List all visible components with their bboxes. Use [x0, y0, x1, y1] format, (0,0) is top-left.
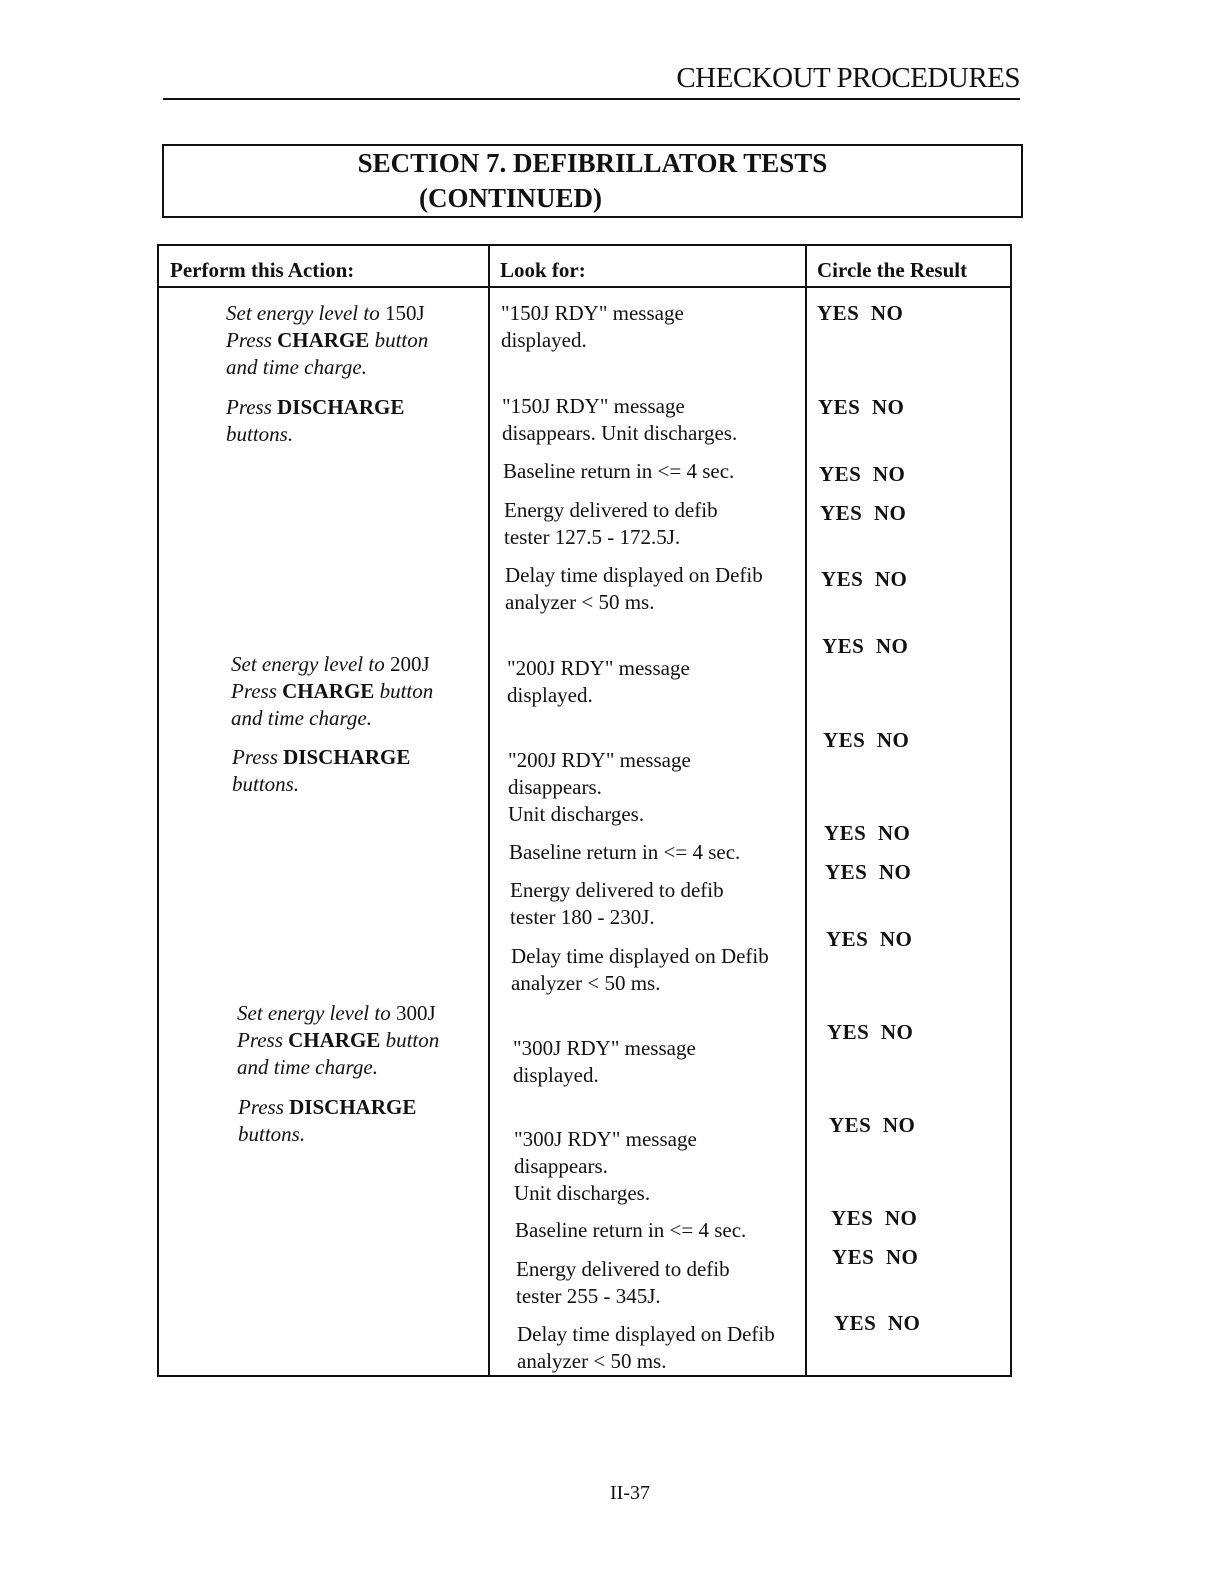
result-yes[interactable]: YES — [820, 501, 863, 525]
result-yes-no — [831, 1206, 917, 1231]
result-yes-no — [819, 462, 905, 487]
look-for-item: "300J RDY" message displayed. — [513, 1036, 696, 1087]
action-buttons: buttons. — [226, 422, 294, 446]
result-yes[interactable]: YES — [823, 728, 866, 752]
result-no[interactable]: NO — [870, 301, 904, 325]
result-yes-no — [827, 1020, 913, 1045]
result-yes-no — [825, 860, 911, 885]
result-yes-no — [829, 1113, 915, 1138]
action-time-charge: and time charge. — [226, 355, 367, 379]
column-header-result: Circle the Result — [817, 258, 968, 282]
result-yes[interactable]: YES — [825, 860, 868, 884]
result-yes-no — [823, 728, 909, 753]
look-for-item: Baseline return in <= 4 sec. — [503, 459, 735, 483]
look-for-item: Baseline return in <= 4 sec. — [515, 1218, 747, 1242]
result-yes[interactable]: YES — [826, 927, 869, 951]
action-item — [238, 1094, 416, 1148]
section-title: SECTION 7. DEFIBRILLATOR TESTS — [357, 148, 828, 178]
result-yes[interactable]: YES — [834, 1311, 877, 1335]
result-yes-no — [818, 395, 904, 420]
column-divider-1 — [488, 244, 490, 1377]
result-yes[interactable]: YES — [824, 821, 867, 845]
column-header-action: Perform this Action: — [170, 258, 355, 282]
look-for-item: Baseline return in <= 4 sec. — [509, 840, 741, 864]
result-no[interactable]: NO — [879, 927, 913, 951]
result-no[interactable]: NO — [877, 821, 911, 845]
result-yes[interactable]: YES — [827, 1020, 870, 1044]
page-header-title: CHECKOUT PROCEDURES — [676, 62, 1020, 94]
action-press-charge: Press CHARGE button — [226, 328, 429, 352]
action-press-charge: Press CHARGE button — [237, 1028, 440, 1052]
result-no[interactable]: NO — [872, 462, 906, 486]
result-no[interactable]: NO — [878, 860, 912, 884]
action-press-discharge: Press DISCHARGE — [232, 745, 411, 769]
look-for-item: Energy delivered to defib tester 127.5 - 172.5J. — [504, 498, 718, 549]
result-yes-no — [826, 927, 912, 952]
action-time-charge: and time charge. — [237, 1055, 378, 1079]
look-for-item: Energy delivered to defib tester 180 - 230J. — [510, 878, 724, 929]
result-yes-no — [834, 1311, 920, 1336]
look-for-item: "200J RDY" message displayed. — [507, 656, 690, 707]
result-yes-no — [817, 301, 903, 326]
action-buttons: buttons. — [238, 1122, 306, 1146]
result-no[interactable]: NO — [875, 634, 909, 658]
action-press-discharge: Press DISCHARGE — [226, 395, 405, 419]
result-yes-no — [824, 821, 910, 846]
look-for-item: "150J RDY" message disappears. Unit discharges. — [502, 394, 738, 445]
look-for-item: Delay time displayed on Defib analyzer < 50 ms. — [511, 944, 769, 995]
result-yes[interactable]: YES — [819, 462, 862, 486]
action-set-energy: Set energy level to 200J — [231, 652, 430, 676]
action-time-charge: and time charge. — [231, 706, 372, 730]
look-for-item: Delay time displayed on Defib analyzer < 50 ms. — [505, 563, 763, 614]
page-number: II-37 — [610, 1482, 650, 1504]
result-no[interactable]: NO — [880, 1020, 914, 1044]
result-no[interactable]: NO — [884, 1206, 918, 1230]
result-yes[interactable]: YES — [821, 567, 864, 591]
action-item — [232, 744, 410, 798]
section-subtitle: (CONTINUED) — [418, 183, 602, 213]
result-yes[interactable]: YES — [822, 634, 865, 658]
action-set-energy: Set energy level to 150J — [226, 301, 425, 325]
table-header-rule — [157, 286, 1012, 288]
look-for-item: Delay time displayed on Defib analyzer < 50 ms. — [517, 1322, 775, 1373]
action-press-charge: Press CHARGE button — [231, 679, 434, 703]
result-yes-no — [832, 1245, 918, 1270]
result-no[interactable]: NO — [874, 567, 908, 591]
result-yes-no — [822, 634, 908, 659]
result-no[interactable]: NO — [873, 501, 907, 525]
result-yes[interactable]: YES — [831, 1206, 874, 1230]
result-no[interactable]: NO — [885, 1245, 919, 1269]
action-set-energy: Set energy level to 300J — [237, 1001, 436, 1025]
result-yes[interactable]: YES — [817, 301, 860, 325]
column-divider-2 — [805, 244, 807, 1377]
result-yes[interactable]: YES — [832, 1245, 875, 1269]
result-no[interactable]: NO — [876, 728, 910, 752]
result-no[interactable]: NO — [887, 1311, 921, 1335]
header-rule — [163, 98, 1020, 100]
result-yes-no — [820, 501, 906, 526]
result-yes[interactable]: YES — [818, 395, 861, 419]
action-item — [231, 651, 433, 732]
action-press-discharge: Press DISCHARGE — [238, 1095, 417, 1119]
action-item — [226, 300, 428, 381]
look-for-item: "300J RDY" message disappears. Unit discharges. — [514, 1127, 697, 1205]
result-no[interactable]: NO — [882, 1113, 916, 1137]
look-for-item: "150J RDY" message displayed. — [501, 301, 684, 352]
look-for-item: Energy delivered to defib tester 255 - 345J. — [516, 1257, 730, 1308]
result-no[interactable]: NO — [871, 395, 905, 419]
action-item — [237, 1000, 439, 1081]
action-buttons: buttons. — [232, 772, 300, 796]
action-item — [226, 394, 404, 448]
look-for-item: "200J RDY" message disappears. Unit discharges. — [508, 748, 691, 826]
column-header-look: Look for: — [500, 258, 586, 282]
result-yes-no — [821, 567, 907, 592]
result-yes[interactable]: YES — [829, 1113, 872, 1137]
